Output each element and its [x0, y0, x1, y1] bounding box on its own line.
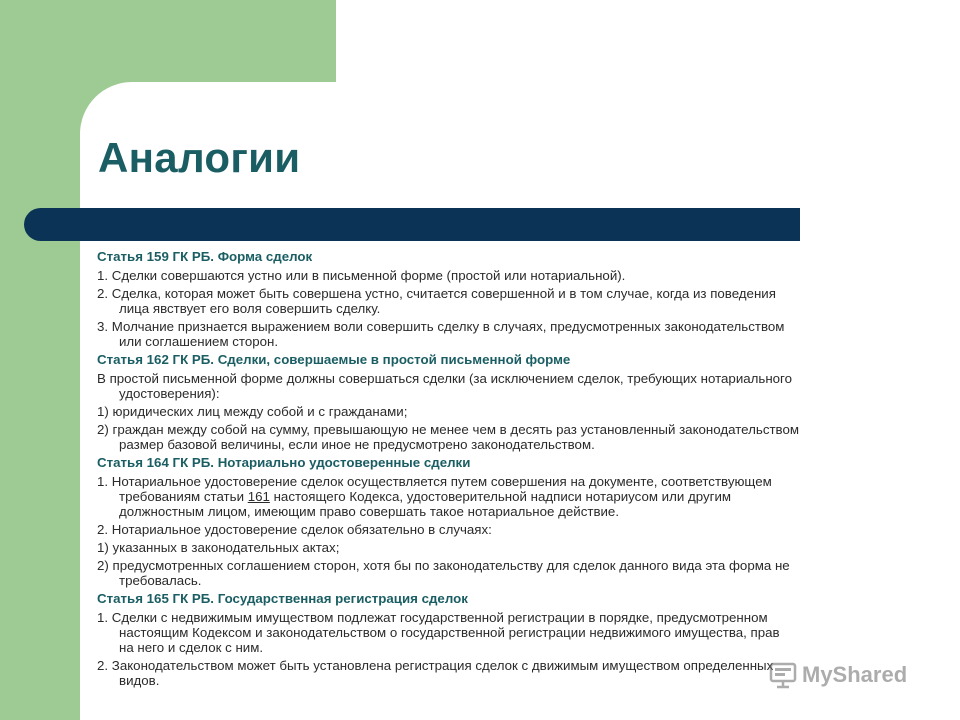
article-159-item-1: 1. Сделки совершаются устно или в письменной форме (простой или нотариальной). — [97, 268, 626, 283]
article-162-intro-line-2: удостоверения): — [119, 386, 220, 401]
article-164-heading: Статья 164 ГК РБ. Нотариально удостоверенные сделки — [97, 455, 471, 470]
article-159-item-2-line-1: 2. Сделка, которая может быть совершена устно, считается совершенной и в том случае, когда из поведения — [97, 286, 776, 301]
article-165-item-1-line-2: настоящим Кодексом и законодательством о государственной регистрации недвижимого имущества, прав — [119, 625, 780, 640]
title-underline-bar — [24, 208, 800, 241]
article-159-item-2 — [97, 286, 952, 316]
article-159-item-3-line-1: 3. Молчание признается выражением воли совершить сделку в случаях, предусмотренных законодательством — [97, 319, 785, 334]
article-164-item-1-line-3: должностным лицом, имеющим право совершать такое нотариальное действие. — [119, 504, 620, 519]
article-164-subitem-2-line-2: требовалась. — [119, 573, 202, 588]
article-164-item-1-line-1: 1. Нотариальное удостоверение сделок осуществляется путем совершения на документе, соответствующем — [97, 474, 772, 489]
article-162-heading: Статья 162 ГК РБ. Сделки, совершаемые в простой письменной форме — [97, 352, 571, 367]
article-159-item-2-line-2: лица явствует его воля совершить сделку. — [119, 301, 381, 316]
presentation-icon — [768, 660, 798, 690]
article-162-item-1: 1) юридических лиц между собой и с гражданами; — [97, 404, 408, 419]
article-164-text-pre-link: требованиям статьи — [119, 489, 248, 504]
article-165-item-2-line-2: видов. — [119, 673, 160, 688]
article-159-item-3-line-2: или соглашением сторон. — [119, 334, 279, 349]
article-165-item-2-line-1: 2. Законодательством может быть установлена регистрация сделок с движимым имуществом определенных — [97, 658, 774, 673]
article-165-item-1 — [97, 610, 952, 655]
article-162-item-2 — [97, 422, 952, 452]
article-162-item-2-line-1: 2) граждан между собой на сумму, превышающую не менее чем в десять раз установленный законодательством — [97, 422, 800, 437]
article-164-subitem-2-line-1: 2) предусмотренных соглашением сторон, хотя бы по законодательству для сделок данного вида эта форма не — [97, 558, 790, 573]
page-title: Аналогии — [98, 134, 301, 181]
article-162-intro-line-1: В простой письменной форме должны совершаться сделки (за исключением сделок, требующих нотариального — [97, 371, 793, 386]
article-165-item-1-line-1: 1. Сделки с недвижимым имуществом подлежат государственной регистрации в порядке, предусмотренном — [97, 610, 768, 625]
article-164-item-1 — [97, 474, 952, 519]
article-164-text-post-link: настоящего Кодекса, удостоверительной надписи нотариусом или другим — [269, 489, 732, 504]
article-161-link[interactable]: 161 — [247, 489, 270, 504]
article-164-item-2: 2. Нотариальное удостоверение сделок обязательно в случаях: — [97, 522, 492, 537]
slide-body — [97, 249, 952, 691]
article-165-item-1-line-3: на него и сделок с ним. — [119, 640, 264, 655]
article-159-item-3 — [97, 319, 952, 349]
watermark-text: MyShared — [802, 662, 908, 687]
article-164-item-1-line-2 — [97, 489, 952, 504]
article-164-subitem-2 — [97, 558, 952, 588]
article-162-intro — [97, 371, 952, 401]
myshared-watermark — [768, 660, 907, 690]
article-165-heading: Статья 165 ГК РБ. Государственная регистрация сделок — [97, 591, 468, 606]
article-164-subitem-1: 1) указанных в законодательных актах; — [97, 540, 340, 555]
article-159-heading: Статья 159 ГК РБ. Форма сделок — [97, 249, 313, 264]
article-162-item-2-line-2: размер базовой величины, если иное не предусмотрено законодательством. — [119, 437, 595, 452]
